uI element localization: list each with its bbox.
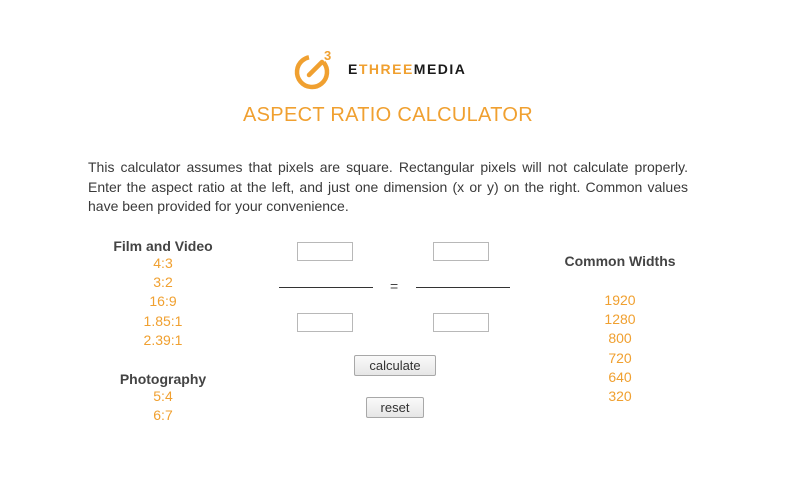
common-width-link[interactable]: 1280 (604, 311, 636, 328)
dimension-fraction-line (416, 287, 510, 288)
dimension-y-input[interactable] (433, 313, 489, 332)
e3-logo-icon (292, 48, 340, 92)
film-ratio-link[interactable]: 3:2 (153, 274, 173, 291)
photography-heading: Photography (119, 371, 207, 387)
film-ratio-link[interactable]: 4:3 (153, 255, 173, 271)
equals-sign: = (390, 278, 399, 294)
common-width-link[interactable]: 320 (608, 388, 632, 405)
common-width-link[interactable]: 720 (608, 349, 632, 366)
common-widths-list (552, 253, 688, 405)
film-ratio-link[interactable]: 2.39:1 (143, 331, 183, 348)
description-text: This calculator assumes that pixels are square. Rectangular pixels will not calculate properly. Enter the aspect ratio at the left, and just one dimension (x or y) on the right. Common values have been provided for your convenience. (88, 159, 688, 214)
film-ratio-link[interactable]: 1.85:1 (143, 312, 183, 329)
photo-ratio-link[interactable]: 5:4 (153, 388, 173, 404)
film-video-heading: Film and Video (113, 238, 213, 254)
logo-superscript: 3 (324, 48, 332, 63)
common-width-link[interactable]: 1920 (604, 292, 636, 308)
common-width-link[interactable]: 800 (608, 330, 632, 347)
film-ratio-link[interactable]: 16:9 (149, 293, 177, 310)
dimension-x-input[interactable] (433, 242, 489, 261)
page-title: ASPECT RATIO CALCULATOR (243, 104, 533, 126)
ratio-y-input[interactable] (297, 313, 353, 332)
brand-logo (292, 48, 492, 92)
ratio-x-input[interactable] (297, 242, 353, 261)
film-video-list (98, 238, 228, 350)
common-widths-heading: Common Widths (564, 253, 676, 269)
brand-name: ETHREEMEDIA (348, 61, 467, 77)
photo-ratio-link[interactable]: 6:7 (153, 407, 173, 424)
ratio-fraction-line (279, 287, 373, 288)
reset-button[interactable]: reset (366, 397, 424, 418)
common-width-link[interactable]: 640 (608, 368, 632, 385)
photography-list (98, 371, 228, 425)
calculate-button[interactable]: calculate (354, 355, 436, 376)
